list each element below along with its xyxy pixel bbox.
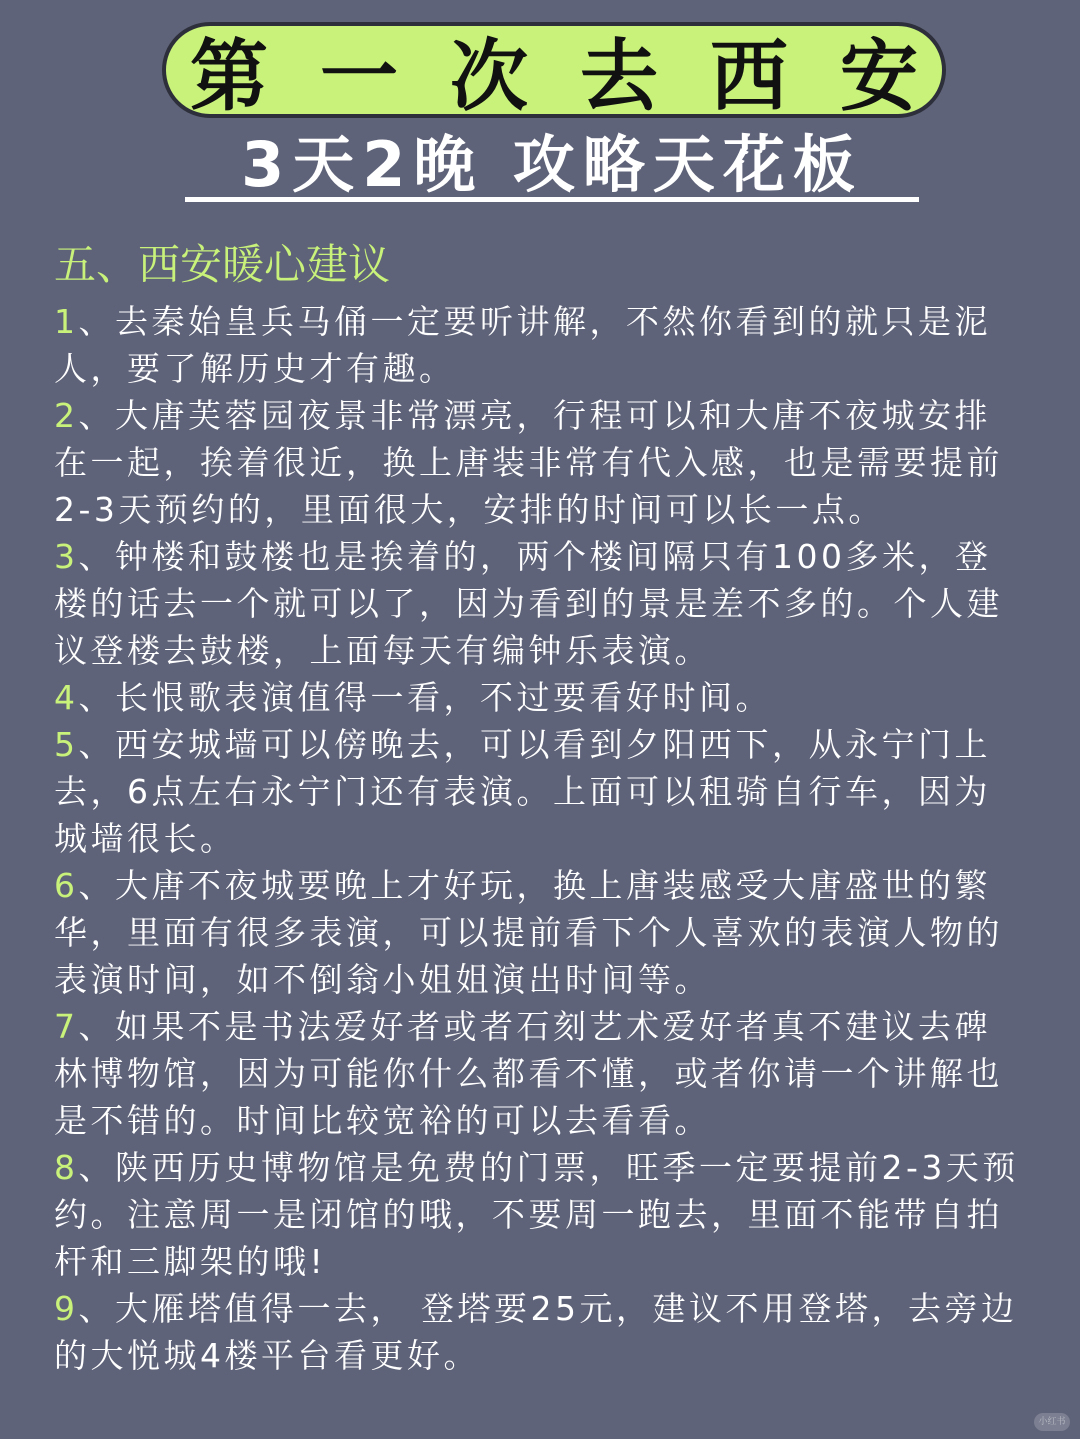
tip-text: 、陕西历史博物馆是免费的门票，旺季一定要提前2-3天预约。注意周一是闭馆的哦，不要周一跑去，里面不能带自拍杆和三脚架的哦! — [54, 1148, 1019, 1281]
tip-text: 、钟楼和鼓楼也是挨着的，两个楼间隔只有100多米，登楼的话去一个就可以了，因为看到的景是差不多的。个人建议登楼去鼓楼，上面每天有编钟乐表演。 — [54, 537, 1003, 670]
tip-item — [54, 674, 1026, 721]
tip-item — [54, 1003, 1026, 1144]
tip-item — [54, 1144, 1026, 1285]
tip-item — [54, 298, 1026, 392]
tip-text: 、大唐不夜城要晚上才好玩，换上唐装感受大唐盛世的繁华，里面有很多表演，可以提前看下个人喜欢的表演人物的表演时间，如不倒翁小姐姐演出时间等。 — [54, 866, 1003, 999]
title-banner — [162, 22, 970, 122]
tip-number: 8 — [54, 1148, 79, 1187]
tip-item — [54, 533, 1026, 674]
tip-number: 7 — [54, 1007, 79, 1046]
page-title: 第一次去西安 — [189, 32, 970, 122]
tip-text: 、西安城墙可以傍晚去，可以看到夕阳西下，从永宁门上去，6点左右永宁门还有表演。上面可以租骑自行车，因为城墙很长。 — [54, 725, 991, 858]
tip-item — [54, 862, 1026, 1003]
tip-text: 、去秦始皇兵马俑一定要听讲解，不然你看到的就只是泥人，要了解历史才有趣。 — [54, 302, 991, 388]
tip-text: 、大雁塔值得一去， 登塔要25元，建议不用登塔，去旁边的大悦城4楼平台看更好。 — [54, 1289, 1018, 1375]
tip-number: 3 — [54, 537, 79, 576]
watermark-logo: 小红书 — [1034, 1413, 1070, 1431]
tip-item — [54, 1285, 1026, 1379]
tip-item — [54, 721, 1026, 862]
page-subtitle: 3天2晚 攻略天花板 — [241, 128, 863, 201]
tip-number: 6 — [54, 866, 79, 905]
tip-number: 4 — [54, 678, 79, 717]
tip-text: 、大唐芙蓉园夜景非常漂亮，行程可以和大唐不夜城安排在一起，挨着很近，换上唐装非常有代入感，也是需要提前2-3天预约的，里面很大，安排的时间可以长一点。 — [54, 396, 1003, 529]
tip-text: 、如果不是书法爱好者或者石刻艺术爱好者真不建议去碑林博物馆，因为可能你什么都看不懂，或者你请一个讲解也是不错的。时间比较宽裕的可以去看看。 — [54, 1007, 1003, 1140]
tip-item — [54, 392, 1026, 533]
section-heading: 五、西安暖心建议 — [54, 240, 391, 289]
tip-number: 2 — [54, 396, 79, 435]
subtitle-banner — [185, 122, 919, 202]
tip-number: 9 — [54, 1289, 79, 1328]
tip-number: 1 — [54, 302, 79, 341]
tip-text: 、长恨歌表演值得一看，不过要看好时间。 — [78, 678, 772, 717]
tip-number: 5 — [54, 725, 79, 764]
tips-list — [54, 298, 1026, 1379]
